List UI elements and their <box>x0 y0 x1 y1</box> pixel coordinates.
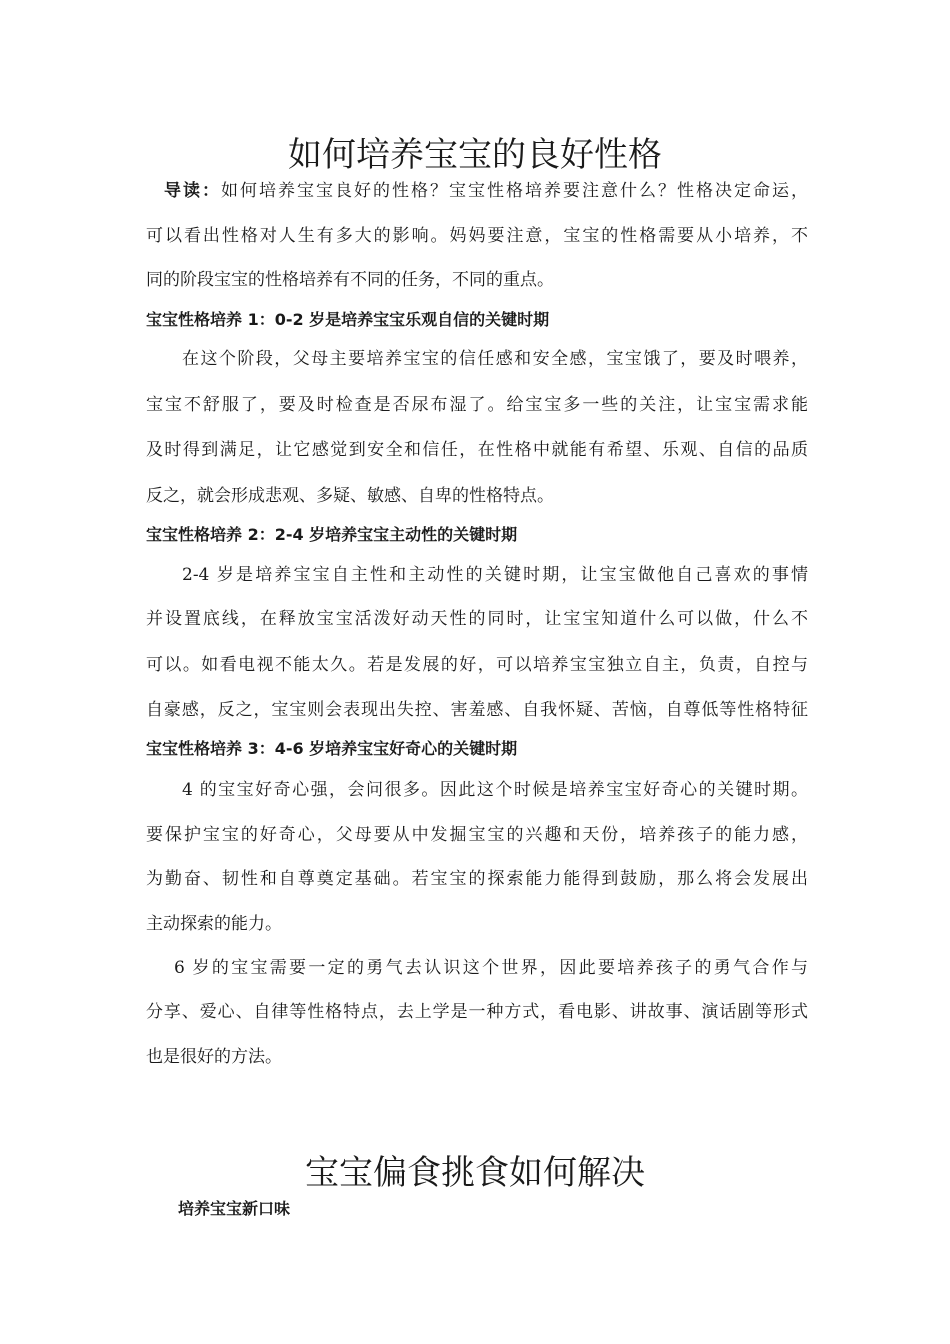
article-title: 如何培养宝宝的良好性格 <box>288 135 662 175</box>
section-1-line-4: 反之，就会形成悲观、多疑、敏感、自卑的性格特点。 <box>146 486 554 506</box>
intro-line-3: 同的阶段宝宝的性格培养有不同的任务，不同的重点。 <box>146 270 554 290</box>
section-heading-3: 宝宝性格培养 3：4-6 岁培养宝宝好奇心的关键时期 <box>146 739 518 758</box>
second-article-subheading: 培养宝宝新口味 <box>178 1199 291 1218</box>
section-3-extra-line-1: 6 岁的宝宝需要一定的勇气去认识这个世界，因此要培养孩子的勇气合作与 <box>174 958 808 978</box>
section-3-line-1: 4 的宝宝好奇心强，会问很多。因此这个时候是培养宝宝好奇心的关键时期。 <box>182 780 808 800</box>
section-3-line-3: 为勤奋、韧性和自尊奠定基础。若宝宝的探索能力能得到鼓励，那么将会发展出 <box>146 869 808 889</box>
section-2-line-4: 自豪感，反之，宝宝则会表现出失控、害羞感、自我怀疑、苦恼，自尊低等性格特征 <box>146 700 808 720</box>
section-2-line-1: 2-4 岁是培养宝宝自主性和主动性的关键时期，让宝宝做他自己喜欢的事情 <box>182 565 808 585</box>
section-3-line-2: 要保护宝宝的好奇心，父母要从中发掘宝宝的兴趣和天份，培养孩子的能力感， <box>146 825 808 845</box>
section-1-line-1: 在这个阶段，父母主要培养宝宝的信任感和安全感，宝宝饿了，要及时喂养， <box>182 349 808 369</box>
section-heading-1: 宝宝性格培养 1：0-2 岁是培养宝宝乐观自信的关键时期 <box>146 310 550 329</box>
section-3-extra-line-2: 分享、爱心、自律等性格特点，去上学是一种方式，看电影、讲故事、演话剧等形式 <box>146 1002 808 1022</box>
second-article-title: 宝宝偏食挑食如何解决 <box>305 1153 645 1193</box>
intro-label: 导读： <box>164 181 221 201</box>
section-3-extra-line-3: 也是很好的方法。 <box>146 1047 282 1067</box>
intro-line-2: 可以看出性格对人生有多大的影响。妈妈要注意，宝宝的性格需要从小培养，不 <box>146 226 808 246</box>
section-1-line-2: 宝宝不舒服了，要及时检查是否尿布湿了。给宝宝多一些的关注，让宝宝需求能 <box>146 395 808 415</box>
section-2-line-2: 并设置底线，在释放宝宝活泼好动天性的同时，让宝宝知道什么可以做，什么不 <box>146 609 808 629</box>
intro-line-1: 导读：如何培养宝宝良好的性格？宝宝性格培养要注意什么？性格决定命运， <box>164 181 808 201</box>
section-3-line-4: 主动探索的能力。 <box>146 914 282 934</box>
section-1-line-3: 及时得到满足，让它感觉到安全和信任，在性格中就能有希望、乐观、自信的品质 <box>146 440 808 460</box>
section-heading-2: 宝宝性格培养 2：2-4 岁培养宝宝主动性的关键时期 <box>146 525 518 544</box>
section-2-line-3: 可以。如看电视不能太久。若是发展的好，可以培养宝宝独立自主，负责，自控与 <box>146 655 808 675</box>
